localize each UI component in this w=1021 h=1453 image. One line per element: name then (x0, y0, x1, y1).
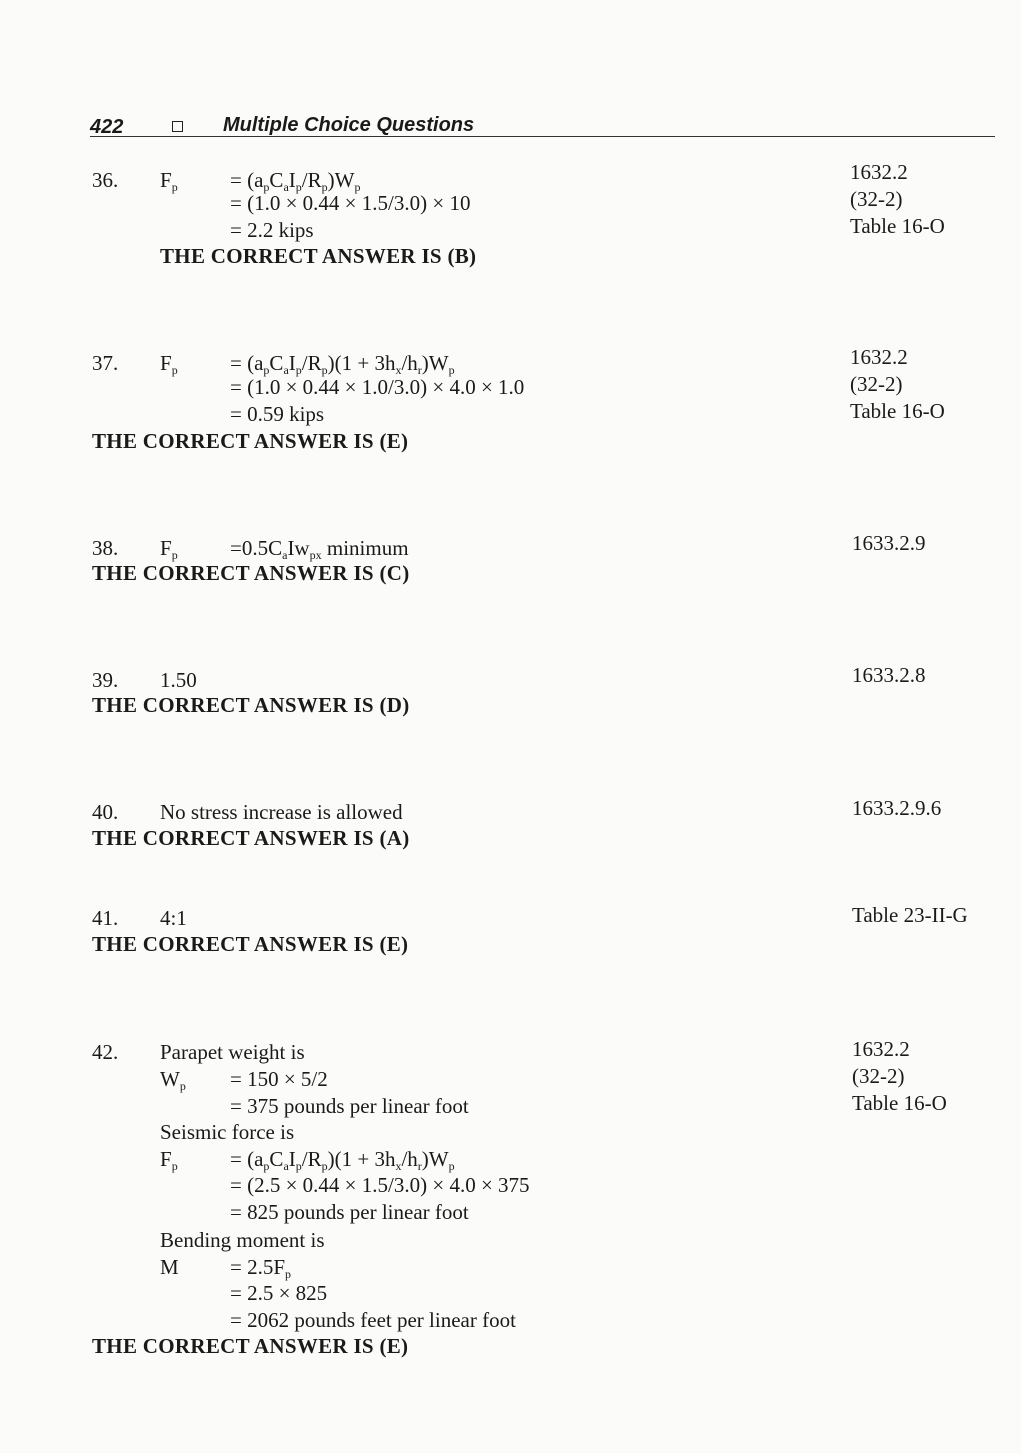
q36-symbol: $F_p$ (160, 168, 178, 194)
q36-result: = 2.2 kips (230, 218, 314, 242)
q37-formula: = $(a_pC_aI_p/R_p)(1 + 3h_x/h_r)W_p$ (230, 351, 455, 377)
q40-ref: 1633.2.9.6 (852, 796, 942, 820)
q37-symbol: $F_p$ (160, 351, 178, 377)
q37-ref: 1632.2 (850, 345, 908, 369)
q38-symbol: $F_p$ (160, 536, 178, 562)
q42-m-symbol: M (160, 1255, 179, 1279)
q36-ref: 1632.2 (850, 160, 908, 184)
q37-ref: (32-2) (850, 372, 903, 396)
q37-step: = (1.0 × 0.44 × 1.0/3.0) × 4.0 × 1.0 (230, 375, 525, 399)
q42-answer: THE CORRECT ANSWER IS (E) (92, 1334, 409, 1358)
q42-ref: 1632.2 (852, 1037, 910, 1061)
header-rule (90, 136, 995, 137)
q39-text: 1.50 (160, 668, 197, 692)
page-number: 422 (90, 116, 124, 138)
q37-result: = 0.59 kips (230, 402, 325, 426)
q42-step: = 2.5 × 825 (230, 1281, 328, 1305)
q39-number: 39. (92, 668, 119, 692)
page-header (90, 112, 995, 138)
q36-ref: Table 16-O (850, 214, 945, 238)
q42-step: = 150 × 5/2 (230, 1067, 328, 1091)
q36-step: = (1.0 × 0.44 × 1.5/3.0) × 10 (230, 191, 471, 215)
q38-ref: 1633.2.9 (852, 531, 926, 555)
q42-formula: = $2.5F_p$ (230, 1255, 292, 1281)
q42-step: = 375 pounds per linear foot (230, 1094, 469, 1118)
q39-ref: 1633.2.8 (852, 663, 926, 687)
q42-wp-symbol: $W_p$ (160, 1067, 186, 1093)
q42-fp-symbol: $F_p$ (160, 1147, 178, 1173)
q42-ref: Table 16-O (852, 1091, 947, 1115)
q40-number: 40. (92, 800, 119, 824)
q36-formula: = $(a_pC_aI_p/R_p)W_p$ (230, 168, 361, 194)
q36-number: 36. (92, 168, 119, 192)
q42-text: Bending moment is (160, 1228, 325, 1252)
q37-answer: THE CORRECT ANSWER IS (E) (92, 429, 409, 453)
q38-number: 38. (92, 536, 119, 560)
q36-ref: (32-2) (850, 187, 903, 211)
q36-answer: THE CORRECT ANSWER IS (B) (160, 244, 477, 268)
q41-text: 4:1 (160, 906, 187, 930)
q42-step: = 825 pounds per linear foot (230, 1200, 469, 1224)
q42-text: Parapet weight is (160, 1040, 305, 1064)
q42-formula: = $(a_pC_aI_p/R_p)(1 + 3h_x/h_r)W_p$ (230, 1147, 455, 1173)
page-title: Multiple Choice Questions (223, 114, 475, 136)
q41-answer: THE CORRECT ANSWER IS (E) (92, 932, 409, 956)
q42-text: Seismic force is (160, 1120, 295, 1144)
q40-text: No stress increase is allowed (160, 800, 403, 824)
q38-formula: $=0.5C_aIw_{px}$ minimum (230, 536, 409, 562)
q42-step: = 2062 pounds feet per linear foot (230, 1308, 516, 1332)
q41-ref: Table 23-II-G (852, 903, 968, 927)
q37-number: 37. (92, 351, 119, 375)
q42-ref: (32-2) (852, 1064, 905, 1088)
q42-step: = (2.5 × 0.44 × 1.5/3.0) × 4.0 × 375 (230, 1173, 530, 1197)
q41-number: 41. (92, 906, 119, 930)
checkbox-square-icon (172, 121, 183, 132)
q40-answer: THE CORRECT ANSWER IS (A) (92, 826, 410, 850)
q38-answer: THE CORRECT ANSWER IS (C) (92, 561, 410, 585)
q42-number: 42. (92, 1040, 119, 1064)
q37-ref: Table 16-O (850, 399, 945, 423)
q39-answer: THE CORRECT ANSWER IS (D) (92, 693, 410, 717)
